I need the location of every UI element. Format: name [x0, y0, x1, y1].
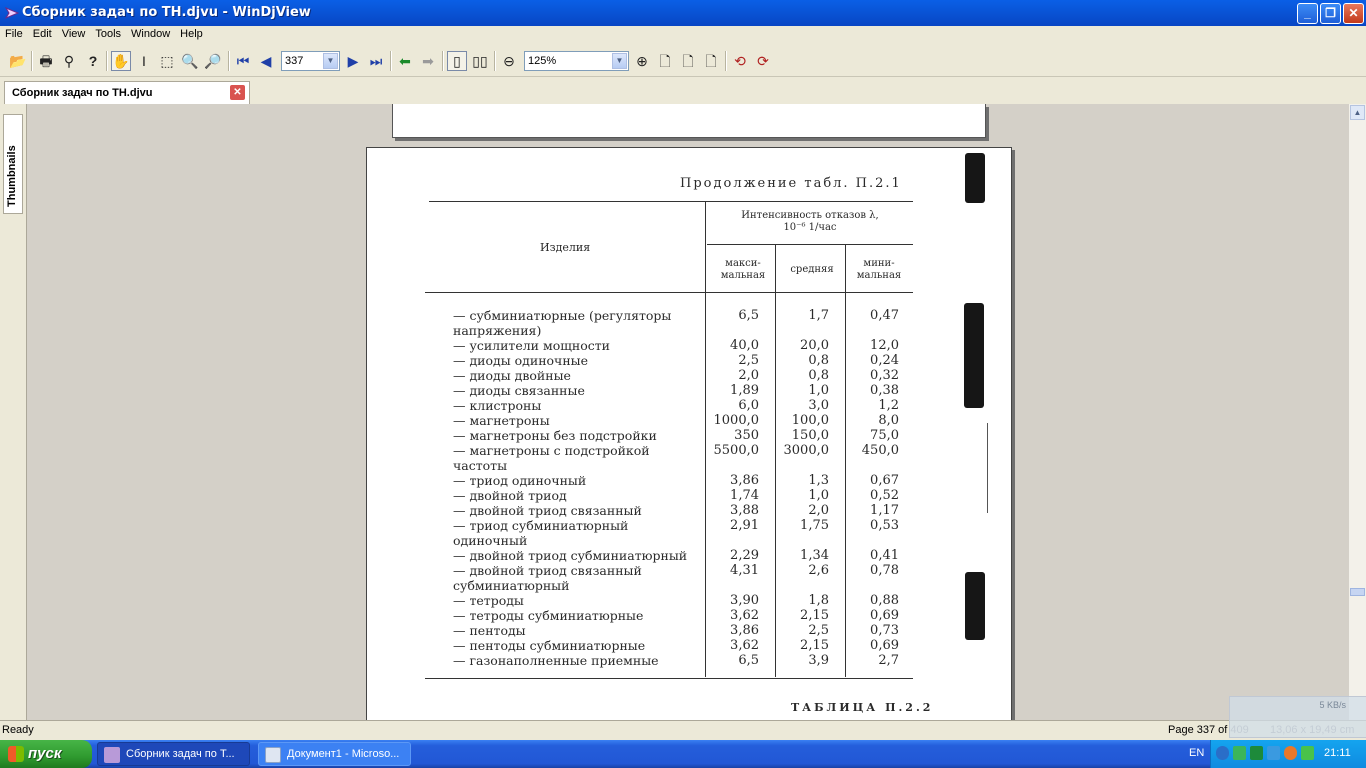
language-indicator[interactable]: EN [1189, 747, 1205, 759]
row-value-min: 8,0 [878, 413, 899, 428]
row-product-name: — двойной триод связанный [453, 503, 642, 518]
row-product-name: — усилители мощности [453, 338, 610, 353]
taskbar-item-label: Документ1 - Microso... [287, 748, 400, 760]
row-value-avg: 1,0 [808, 488, 829, 503]
vertical-scrollbar[interactable] [1349, 104, 1366, 720]
row-value-min: 450,0 [861, 443, 899, 458]
row-value-max: 3,62 [730, 638, 759, 653]
row-value-avg: 3,0 [808, 398, 829, 413]
row-value-avg: 1,3 [808, 473, 829, 488]
prev-page-icon[interactable]: ◀ [260, 53, 272, 69]
column-divider [775, 244, 776, 677]
taskbar-clock: 21:11 [1324, 747, 1351, 759]
row-product-name: — двойной триод субминиатюрный [453, 548, 688, 563]
fit-width-icon[interactable]: 🗋 [682, 53, 694, 69]
intensity-header-line1: Интенсивность отказов λ, [741, 210, 879, 221]
row-product-name: — триод одиночный [453, 473, 587, 488]
chevron-down-icon[interactable]: ▼ [612, 53, 627, 69]
row-value-min: 75,0 [870, 428, 899, 443]
row-value-avg: 1,7 [808, 308, 829, 323]
column-header-intensity [707, 210, 913, 234]
zoom-out-icon[interactable]: ⊖ [503, 53, 515, 69]
status-text: Ready [2, 724, 34, 736]
row-value-max: 6,0 [738, 398, 759, 413]
row-value-avg: 100,0 [791, 413, 829, 428]
network-tray-icon[interactable] [1267, 746, 1280, 760]
row-value-max: 3,90 [730, 593, 759, 608]
row-value-min: 0,53 [870, 518, 899, 533]
row-value-min: 12,0 [870, 338, 899, 353]
row-value-avg: 2,15 [800, 608, 829, 623]
intensity-header-line2: 10⁻⁶ 1/час [783, 222, 837, 233]
row-value-max: 1000,0 [713, 413, 759, 428]
row-product-name: — диоды одиночные [453, 353, 588, 368]
document-view[interactable] [27, 104, 1349, 720]
row-value-min: 0,78 [870, 563, 899, 578]
sidebar [0, 104, 27, 720]
row-value-avg: 1,0 [808, 383, 829, 398]
row-product-name: — тетроды [453, 593, 524, 608]
window-title: Сборник задач по ТН.djvu - WinDjView [22, 5, 311, 20]
page-number-value: 337 [285, 55, 304, 67]
col-min-line2: мальная [856, 270, 902, 281]
magnify-icon[interactable]: 🔎 [204, 53, 222, 69]
start-button[interactable] [0, 740, 92, 768]
column-header-avg: средняя [790, 264, 834, 275]
table-top-rule [429, 201, 913, 202]
row-value-avg: 2,15 [800, 638, 829, 653]
menu-window[interactable]: Window [131, 28, 171, 40]
col-max-line2: мальная [720, 270, 766, 281]
row-product-name: — диоды двойные [453, 368, 571, 383]
network-speed-widget [1229, 696, 1366, 738]
taskbar [0, 740, 1366, 768]
header-mid-rule [707, 244, 913, 245]
row-product-name: — двойной триод связанный субминиатюрный [453, 563, 642, 593]
scrollbar-thumb[interactable] [1350, 588, 1365, 596]
row-value-max: 3,88 [730, 503, 759, 518]
row-value-avg: 20,0 [800, 338, 829, 353]
row-value-min: 1,17 [870, 503, 899, 518]
column-header-products: Изделия [540, 241, 591, 254]
toolbar-separator [442, 51, 444, 71]
row-value-min: 2,7 [878, 653, 899, 668]
row-product-name: — двойной триод [453, 488, 567, 503]
thumbnails-tab[interactable] [3, 114, 23, 214]
menu-view[interactable]: View [61, 28, 86, 40]
row-value-min: 0,69 [870, 638, 899, 653]
row-value-avg: 0,8 [808, 353, 829, 368]
taskbar-item-label: Сборник задач по Т... [126, 748, 235, 760]
current-page [366, 147, 1012, 720]
col-max-line1: макси- [725, 258, 761, 269]
document-tab-strip [0, 77, 1366, 104]
windjview-task-icon [104, 747, 120, 763]
row-value-avg: 3,9 [808, 653, 829, 668]
row-value-min: 0,67 [870, 473, 899, 488]
row-value-avg: 0,8 [808, 368, 829, 383]
forward-icon[interactable]: ➡ [422, 53, 434, 69]
scroll-up-icon[interactable]: ▲ [1350, 105, 1365, 120]
toolbar-separator [390, 51, 392, 71]
start-label: пуск [28, 745, 62, 762]
text-select-icon[interactable]: I [142, 53, 146, 69]
row-value-max: 4,31 [730, 563, 759, 578]
tab-close-icon[interactable]: ✕ [230, 85, 245, 100]
maximize-button[interactable]: ❐ [1320, 3, 1341, 24]
row-value-avg: 2,0 [808, 503, 829, 518]
row-product-name: — тетроды субминиатюрные [453, 608, 644, 623]
print-icon[interactable]: 🖶 [39, 53, 53, 69]
row-value-max: 2,91 [730, 518, 759, 533]
signal-icon[interactable] [1233, 746, 1246, 760]
row-value-avg: 1,34 [800, 548, 829, 563]
row-value-min: 0,38 [870, 383, 899, 398]
row-product-name: — субминиатюрные (регуляторы напряжения) [453, 308, 672, 338]
row-product-name: — магнетроны с подстройкой частоты [453, 443, 650, 473]
row-value-max: 3,62 [730, 608, 759, 623]
column-header-max [715, 258, 771, 282]
row-product-name: — пентоды [453, 623, 526, 638]
row-product-name: — газонаполненные приемные [453, 653, 659, 668]
scan-edge-line [987, 423, 988, 513]
app-tray-icon[interactable] [1250, 746, 1263, 760]
zoom-value: 125% [528, 55, 557, 67]
zoom-combo[interactable] [524, 51, 629, 71]
table-bottom-rule [425, 678, 913, 679]
windows-flag-icon [8, 746, 24, 762]
chevron-down-icon[interactable]: ▼ [323, 53, 338, 69]
row-value-min: 0,24 [870, 353, 899, 368]
toolbar-separator [725, 51, 727, 71]
next-table-heading: ТАБЛИЦА П.2.2 [791, 701, 934, 714]
menu-tools[interactable]: Tools [95, 28, 122, 40]
row-value-max: 350 [734, 428, 759, 443]
tray-app-icon[interactable] [1284, 746, 1297, 760]
toolbar-separator [494, 51, 496, 71]
windjview-app-icon [4, 5, 20, 21]
taskbar-item-word[interactable] [258, 742, 411, 766]
table-continuation-heading: Продолжение табл. П.2.1 [680, 176, 902, 191]
row-value-avg: 1,75 [800, 518, 829, 533]
next-page-icon[interactable]: ▶ [347, 53, 359, 69]
minimize-button[interactable]: _ [1297, 3, 1318, 24]
first-page-icon[interactable]: ⏮ [236, 53, 250, 69]
row-value-min: 0,73 [870, 623, 899, 638]
row-value-min: 0,88 [870, 593, 899, 608]
find-icon[interactable]: ⚲ [63, 53, 75, 69]
document-tab-label: Сборник задач по ТН.djvu [12, 87, 153, 99]
row-product-name: — диоды связанные [453, 383, 585, 398]
status-page-prefix: Page 337 of [1168, 724, 1228, 736]
row-value-avg: 3000,0 [783, 443, 829, 458]
network-speed: 5 KB/s [1319, 700, 1346, 710]
row-value-avg: 1,8 [808, 593, 829, 608]
taskbar-item-windjview[interactable] [97, 742, 250, 766]
row-value-max: 2,0 [738, 368, 759, 383]
row-value-max: 6,5 [738, 308, 759, 323]
row-value-max: 2,29 [730, 548, 759, 563]
row-value-max: 3,86 [730, 473, 759, 488]
scan-smudge [965, 153, 985, 203]
fit-page-icon[interactable]: 🗋 [659, 53, 671, 69]
tray-arrow-icon[interactable] [1216, 746, 1229, 760]
previous-page [392, 104, 986, 138]
row-value-min: 0,41 [870, 548, 899, 563]
row-value-max: 5500,0 [713, 443, 759, 458]
row-value-min: 0,32 [870, 368, 899, 383]
toolbar [0, 46, 1366, 77]
scan-smudge [965, 572, 985, 640]
row-product-name: — магнетроны [453, 413, 550, 428]
status-bar [0, 720, 1366, 740]
rotate-right-icon[interactable]: ⟳ [757, 53, 769, 69]
menu-edit[interactable]: Edit [32, 28, 52, 40]
battery-icon[interactable] [1301, 746, 1314, 760]
zoom-rect-icon[interactable]: 🔍 [181, 53, 199, 69]
facing-pages-icon[interactable]: ▯▯ [472, 53, 488, 69]
row-value-max: 1,74 [730, 488, 759, 503]
open-icon[interactable]: 📂 [9, 53, 27, 69]
scan-smudge [964, 303, 984, 408]
rotate-left-icon[interactable]: ⟲ [734, 53, 746, 69]
system-tray [1189, 740, 1366, 768]
single-page-icon[interactable]: ▯ [447, 51, 467, 71]
menu-file[interactable]: File [5, 28, 23, 40]
row-value-avg: 2,5 [808, 623, 829, 638]
row-product-name: — клистроны [453, 398, 542, 413]
row-value-min: 0,52 [870, 488, 899, 503]
word-task-icon [265, 747, 281, 763]
row-value-max: 2,5 [738, 353, 759, 368]
row-value-min: 1,2 [878, 398, 899, 413]
row-value-avg: 150,0 [791, 428, 829, 443]
menu-help[interactable]: Help [180, 28, 203, 40]
page-number-combo[interactable] [281, 51, 340, 71]
row-value-max: 3,86 [730, 623, 759, 638]
actual-size-icon[interactable]: 🗋 [705, 53, 717, 69]
row-product-name: — пентоды субминиатюрные [453, 638, 646, 653]
help-icon[interactable]: ? [88, 53, 98, 69]
column-divider [845, 244, 846, 677]
hand-icon[interactable]: ✋ [112, 53, 130, 69]
back-icon[interactable]: ⬅ [399, 53, 411, 69]
row-value-max: 40,0 [730, 338, 759, 353]
col-min-line1: мини- [863, 258, 895, 269]
title-bar [0, 0, 1366, 26]
rect-select-icon[interactable]: ⬚ [160, 53, 174, 69]
row-product-name: — триод субминиатюрный одиночный [453, 518, 629, 548]
last-page-icon[interactable]: ⏭ [369, 53, 383, 69]
document-tab[interactable] [4, 81, 250, 104]
column-divider [705, 201, 706, 677]
toolbar-separator [228, 51, 230, 71]
column-header-min [849, 258, 909, 282]
row-value-min: 0,69 [870, 608, 899, 623]
row-value-avg: 2,6 [808, 563, 829, 578]
menu-bar [0, 26, 1366, 44]
zoom-in-icon[interactable]: ⊕ [636, 53, 648, 69]
header-bottom-rule [425, 292, 913, 293]
toolbar-separator [31, 51, 33, 71]
row-value-min: 0,47 [870, 308, 899, 323]
toolbar-separator [106, 51, 108, 71]
row-product-name: — магнетроны без подстройки [453, 428, 657, 443]
row-value-max: 1,89 [730, 383, 759, 398]
row-value-max: 6,5 [738, 653, 759, 668]
close-button[interactable]: ✕ [1343, 3, 1364, 24]
thumbnails-tab-label: Thumbnails [6, 145, 18, 207]
